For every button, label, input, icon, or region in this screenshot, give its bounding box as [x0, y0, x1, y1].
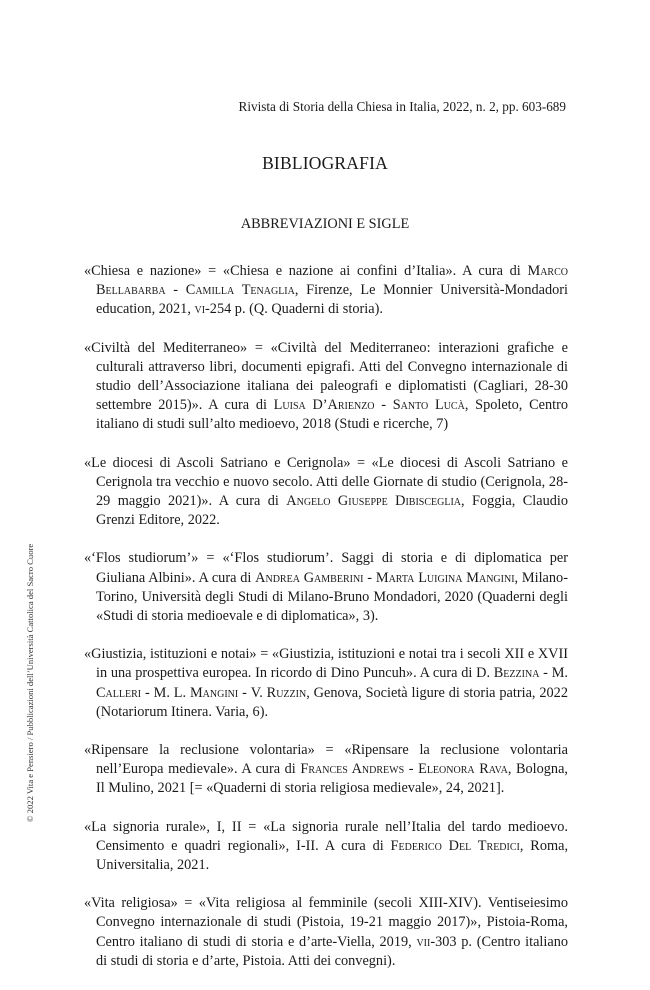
abbreviation-list — [84, 262, 568, 990]
abbreviation-entry-diocesi-ascoli-cerignola — [84, 454, 568, 531]
entry-text: «‘Flos studiorum’» = «‘Flos studiorum’. Saggi di storia e di diplomatica per Giuliana Albini». A cura di — [84, 550, 568, 586]
running-head: Rivista di Storia della Chiesa in Italia, 2022, n. 2, pp. 603-689 — [238, 99, 566, 114]
entry-text: - — [404, 761, 419, 778]
editor-name: V. Ruzzin — [250, 684, 307, 701]
section-title: BIBLIOGRAFIA — [262, 153, 388, 173]
editor-name: Angelo Giuseppe Dibisceglia — [286, 493, 461, 510]
editor-name: Camilla Tenaglia — [185, 282, 295, 299]
editor-name: Eleonora Rava — [418, 761, 508, 778]
entry-text: , Genova, Società ligure di storia patria, 2022 (Notariorum Itinera. Varia, 6). — [96, 684, 568, 720]
entry-text: - — [374, 397, 393, 414]
editor-name: Frances Andrews — [300, 761, 405, 778]
editor-name: Santo Lucà — [392, 397, 465, 414]
entry-text: - — [539, 665, 552, 682]
entry-text: -254 p. (Q. Quaderni di storia). — [205, 301, 383, 318]
entry-text: , Spoleto, Centro italiano di studi sull’alto medioevo, 2018 (Studi e ricerche, 7) — [96, 397, 568, 433]
entry-text: , Foggia, Claudio Grenzi Editore, 2022. — [96, 493, 568, 529]
entry-text: - — [141, 684, 154, 701]
abbreviation-entry-signoria-rurale — [84, 818, 568, 876]
entry-text: «Chiesa e nazione» = «Chiesa e nazione ai confini d’Italia». A cura di — [84, 263, 528, 279]
editor-name: Federico Del Tredici — [390, 837, 520, 854]
abbreviation-entry-vita-religiosa — [84, 894, 568, 971]
roman-numeral: vi — [194, 301, 206, 318]
entry-text: «Civiltà del Mediterraneo» = «Civiltà del Mediterraneo: interazioni grafiche e culturali attraverso libri, documenti epigrafi. Atti del Convegno internazionale di studio dell’Associazione italiana dei paleografi e diplomatisti (Cagliari, 28-30 settembre 2015)». A cura di — [84, 339, 568, 414]
editor-name: Marco Bellabarba — [96, 263, 568, 299]
entry-text: , Bologna, Il Mulino, 2021 [= «Quaderni di storia religiosa medievale», 24, 2021]. — [96, 761, 568, 797]
abbreviation-entry-flos-studiorum — [84, 549, 568, 626]
subsection-title: ABBREVIAZIONI E SIGLE — [240, 216, 410, 232]
entry-text: - — [363, 569, 376, 586]
entry-text: , Roma, Universitalia, 2021. — [96, 837, 569, 874]
entry-text: «La signoria rurale», I, II = «La signoria rurale nell’Italia del tardo medioevo. Censimento e quadri regionali», I-II. A cura di — [84, 818, 568, 854]
entry-text: «Vita religiosa» = «Vita religiosa al femminile (secoli XIII-XIV). Ventiseiesimo Convegno internazionale di studi (Pistoia, 19-21 maggio 2017)», Pistoia-Roma, Centro italiano di studi di storia e d’arte-Viella, 2019, — [84, 895, 568, 950]
roman-numeral: vii — [416, 933, 431, 950]
entry-text: - — [238, 684, 251, 701]
editor-name: M. L. Mangini — [153, 684, 239, 701]
editor-name: Marta Luigina Mangini — [375, 569, 515, 586]
abbreviation-entry-chiesa-e-nazione — [84, 262, 568, 320]
editor-name: Andrea Gamberini — [255, 569, 364, 586]
entry-text: «Ripensare la reclusione volontaria» = «Ripensare la reclusione volontaria nell’Europa medievale». A cura di — [84, 742, 568, 778]
editor-name: D. Bezzina — [476, 665, 540, 682]
entry-text: - — [165, 282, 186, 299]
entry-text: «Le diocesi di Ascoli Satriano e Cerignola» = «Le diocesi di Ascoli Satriano e Cerignola tra vecchio e nuovo secolo. Atti delle Giornate di studio (Cerignola, 28-29 maggio 2021)». A cura di — [84, 454, 568, 510]
editor-name: M. Calleri — [96, 665, 568, 701]
entry-text: , Firenze, Le Monnier Università-Mondadori education, 2021, — [96, 282, 569, 318]
abbreviation-entry-civilta-del-mediterraneo — [84, 339, 568, 435]
entry-text: «Giustizia, istituzioni e notai» = «Giustizia, istituzioni e notai tra i secoli XII e XVII in una prospettiva europea. In ricordo di Dino Puncuh». A cura di — [84, 646, 568, 682]
entry-text: , Milano-Torino, Università degli Studi di Milano-Bruno Mondadori, 2020 (Quaderni degli «Studi di storia medioevale e di diplomatica», 3). — [96, 569, 568, 625]
abbreviation-entry-giustizia-istituzioni-notai — [84, 645, 568, 722]
copyright-side-note: © 2022 Vita e Pensiero / Pubblicazioni dell’Università Cattolica del Sacro Cuore — [25, 543, 35, 822]
editor-name: Luisa D’Arienzo — [273, 397, 375, 414]
entry-text: -303 p. (Centro italiano di studi di storia e d’arte, Pistoia. Atti dei convegni). — [96, 933, 568, 969]
abbreviation-entry-ripensare-reclusione — [84, 741, 568, 799]
